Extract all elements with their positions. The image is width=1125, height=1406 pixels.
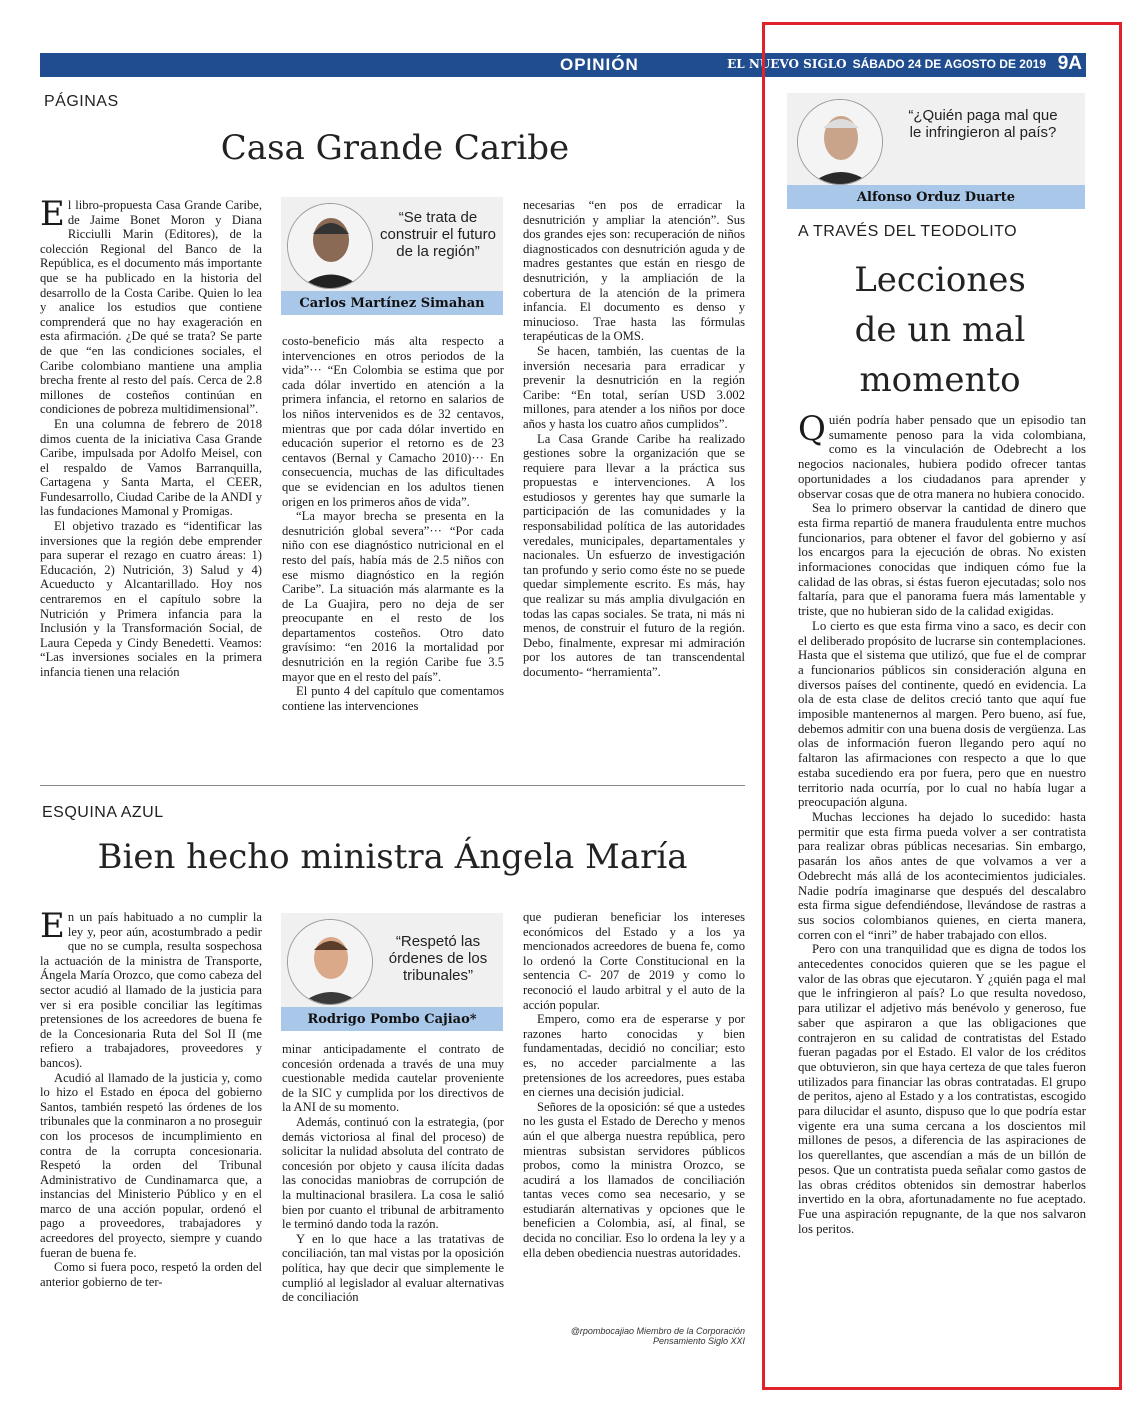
article1-title: Casa Grande Caribe bbox=[220, 128, 570, 168]
article1-dropcap: E bbox=[40, 194, 65, 234]
article3-p5: Pero con una tranquilidad que es digna de todos los antecedentes conocidos quieren que se les pague el valor de las obras que ejecutaron. Y ¿quién paga el mal que le infringieron al país? Lo que resulta novedoso, para utilizar el adjetivo más benévolo y generoso, fue saber que aspiraron a que las obligaciones que contrajeron en su calidad de contratistas del Estado fueran pagadas por el Estado. El valor de los créditos que obtuvieron, sin que haya certeza de que tales fueron utilizados para financiar las obras contratadas. El grupo de peritos, ajeno al Estado y a los contratistas, escogido para dilucidar el asunto, dispuso que lo que podría estar vigente era una suma cercana a los doscientos mil millones de pesos, a diferencia de las aspiraciones de los querellantes, que ascendían a más de un billón de pesos. Que un contratista pueda señalar como gastos de las obras créditos obtenidos sin demostrar haberlos invertido en la obra, afortunadamente no fue aceptado. Fue una aspiración repugnante, de la que nos salvaron los peritos. bbox=[798, 942, 1086, 1236]
article2-column-1 bbox=[40, 906, 262, 1289]
article3-p3: Lo cierto es que esta firma vino a saco, es decir con el deliberado propósito de lucrarse sin contemplaciones. Hasta que el sistema que utilizó, que fue el de comprar a funcionarios públicos sin consideración alguna en diversos países del continente, quedó en evidencia. La ola de esta clase de delitos creció tanto que aquí fue imposible mantenernos al margen. Pero bueno, así fue, debemos admitir con una buena dosis de vergüenza. Las olas de información fueron llegando pero aquí no faltaron las afirmaciones con respecto a que lo que estaba sucediendo era por fuera, pero que en nuestro territorio nada ocurría, por lo cual no había lugar a preocupación alguna. bbox=[798, 618, 1086, 810]
article2-col3-p3: Señores de la oposición: sé que a ustedes no les gusta el Estado de Derecho y menos aún el que alberga nuestra república, pero mientras subsistan servidores públicos probos, como la ministra Orozco, se acudirá a los llamados de conciliación tantas veces como sea necesario, y se estudiarán alternativas y opciones que le beneficien a Colombia, así, al final, se decida no conciliar. Eso lo ordena la ley y a ella deben obediencia nuestras autoridades. bbox=[523, 1099, 745, 1260]
article3-title-line-2: de un mal bbox=[854, 310, 1026, 350]
article2-col2-p3: Y en lo que hace a las tratativas de conciliación, tan mal vistas por la oposición política, hay que decir que simplemente le cumplió al legislador al evaluar alternativas de conciliación bbox=[282, 1231, 504, 1305]
article2-credit bbox=[523, 1326, 745, 1346]
article2-col2-p1: minar anticipadamente el contrato de concesión ordenada a través de una muy cuestionable medida cautelar proveniente de la SIC y cumplida por los directivos de la ANI de su momento. bbox=[282, 1042, 504, 1115]
page-number: 9A bbox=[1057, 53, 1082, 74]
article2-column-2 bbox=[282, 1042, 504, 1305]
article1-quote: “Se trata de construir el futuro de la región” bbox=[380, 209, 496, 260]
article3-dropcap: Q bbox=[798, 409, 826, 449]
article2-col3-p1: que pudieran beneficiar los intereses económicos del Estado y a los ya mencionados acreedores de buena fe, como lo ordenó la Corte Constitucional en la sentencia C- 207 de 2019 y como lo reconoció el laudo arbitral y el auto de la acción popular. bbox=[523, 910, 745, 1012]
credit-line-2: Pensamiento Siglo XXI bbox=[652, 1336, 745, 1346]
article1-col2-p2: “La mayor brecha se presenta en la desnutrición global severa”··· “Por cada niño con ese diagnóstico nutricional en el resto del país, había más de 2.5 niños con ese mismo diagnóstico en la región Caribe”. La situación más alarmante es la de La Guajira, pero no deja de ser preocupante en el resto de los departamentos costeños. Otro dato gravísimo: “en 2016 la mortalidad por desnutrición en la región Caribe fue 3.5 mayor que en el resto del país”. bbox=[282, 509, 504, 684]
section-title: OPINIÓN bbox=[560, 55, 639, 74]
article2-author-box bbox=[281, 913, 503, 1031]
article1-column-2 bbox=[282, 334, 504, 713]
article1-author: Carlos Martínez Simahan bbox=[299, 296, 485, 311]
article2-col1-p2: Acudió al llamado de la justicia y, como lo hizo el Estado en época del gobierno Santos, también respetó las órdenes de los tribunales que la conminaron a no proseguir con los procesos de incumplimiento en contra de la corrupta concesionaria. Respetó la orden del Tribunal Administrativo de Cundinamarca que, a instancias del Ministerio Público y en el marco de una acción popular, ordenó el pago a proveedores, trabajadores y acreedores del proyecto, siempre y cuando fueran de buena fe. bbox=[40, 1070, 262, 1260]
article-divider bbox=[40, 785, 745, 786]
portrait-illustration bbox=[288, 920, 373, 1005]
author-portrait bbox=[797, 99, 883, 185]
article2-author: Rodrigo Pombo Cajiao* bbox=[307, 1012, 477, 1027]
publication-name: EL NUEVO SIGLO bbox=[727, 57, 847, 71]
article1-col3-p1: necesarias “en pos de erradicar la desnutrición y ampliar la atención”. Sus dos grandes ejes son: recuperación de niños diagnosticados con desnutrición aguda y de madres gestantes que están en riesgo de desnutrición, y la ampliación de la cobertura de la atención de la primera infancia. El documento es denso y minucioso. Trae hasta las fórmulas terapéuticas de la OMS. bbox=[523, 198, 745, 344]
article2-col2-p2: Además, continuó con la estrategia, (por demás victoriosa al final del proceso) de solicitar la nulidad absoluta del contrato de concesión por objeto y causa ilícita dadas las conocidas maniobras de corrupción de la multinacional brasilera. La cosa le salió bien por cuanto el tribunal de arbitramento le terminó dando toda la razón. bbox=[282, 1114, 504, 1232]
article2-title: Bien hecho ministra Ángela María bbox=[97, 837, 688, 877]
author-portrait bbox=[287, 919, 373, 1005]
article3-title bbox=[790, 255, 1090, 405]
article2-kicker: ESQUINA AZUL bbox=[42, 804, 164, 821]
portrait-illustration bbox=[288, 204, 373, 289]
article3-p4: Muchas lecciones ha dejado lo sucedido: hasta permitir que esta firma pueda volver a ser contratista para realizar obras públicas necesarias. Sin embargo, pasarán los años antes de que volvamos a ver a Odebrecht más allá de los acontecimientos judiciales. Nadie podría imaginarse que después del descalabro esta firma sigue defendiéndose, llevándose de rastras a sus socios colombianos quienes, en cierta manera, corren con el “inri” de haber trabajado con ellos. bbox=[798, 809, 1086, 942]
publication-date: SÁBADO 24 DE AGOSTO DE 2019 bbox=[852, 57, 1046, 71]
article1-col2-p1: costo-beneficio más alta respecto a intervenciones en otros periodos de la vida”··· “En Colombia se estima que por cada dólar invertido en atención a la primera infancia, el retorno en salarios de los niños intervenidos es de 32 centavos, mientras que por cada dólar invertido en educación superior el retorno es de 23 centavos (Bernal y Camacho 2010)··· En consecuencia, muchas de las dificultades que se evidencian en los adultos tienen origen en los primeros años de vida”. bbox=[282, 334, 504, 509]
article2-col3-p2: Empero, como era de esperarse y por razones harto conocidas y bien fundamentadas, decidió no conciliar; esto es, no acceder parcialmente a las pretensiones de los acreedores, pues estaba en ciernes una decisión judicial. bbox=[523, 1012, 745, 1100]
article3-quote: “¿Quién paga mal que le infringieron al país? bbox=[908, 107, 1058, 141]
article1-col3-p3: La Casa Grande Caribe ha realizado gestiones sobre la organización que se requiere para llevar a la práctica sus propuestas e intervenciones. A los estudiosos y gerentes hay que sumarle la participación de las comunidades y la responsabilidad política de las autoridades veredales, municipales, departamentales y nacionales. Un esfuerzo de investigación tan profundo y serio como éste no se puede quedar simplemente escrito. Es más, hay que realizar su más amplia divulgación en todas las capas sociales. Se trata, ni más ni menos, de construir el futuro de la región. Debo, finalmente, expresar mi admiración por los autores de tan transcendental documento- “herramienta”. bbox=[523, 431, 745, 679]
article1-col1-p3: El objetivo trazado es “identificar las inversiones que la región debe emprender para superar el rezago en cuatro áreas: 1) Educación, 2) Nutrición, 3) Salud y 4) Acueducto y Alcantarillado. Hoy nos centraremos en el capítulo sobre la Nutrición y Primera infancia para la Inclusión y la Transformación Social, de Laura Cepeda y Cindy Benedetti. Veamos: “Las inversiones sociales en la primera infancia tienen una relación bbox=[40, 519, 262, 679]
article1-column-3 bbox=[523, 198, 745, 680]
article3-kicker: A TRAVÉS DEL TEODOLITO bbox=[798, 223, 1018, 240]
article1-kicker: PÁGINAS bbox=[44, 93, 119, 110]
article3-title-line-3: momento bbox=[859, 360, 1021, 400]
author-portrait bbox=[287, 203, 373, 289]
article3-p1: uién podría haber pensado que un episodio tan sumamente penoso para la vida colombiana, como es la vinculación de Odebrecht a los negocios nacionales, hubiera podido ofrecer tantas oportunidades a los ciudadanos para aprender y observar cosas que de otra manera no hubiera conocido. bbox=[798, 413, 1086, 501]
article3-column bbox=[798, 409, 1086, 1236]
article3-author-box bbox=[787, 93, 1085, 209]
article3-title-line-1: Lecciones bbox=[854, 260, 1026, 300]
article2-col1-p3: Como si fuera poco, respetó la orden del anterior gobierno de ter- bbox=[40, 1260, 262, 1289]
article3-p2: Sea lo primero observar la cantidad de dinero que esta firma repartió de manera fraudulenta entre muchos funcionarios, para obtener el favor del gobierno y así los encargos para la ejecución de obras. No existen informaciones conocidas que indiquen cómo fue la calidad de las obras, si éstas fueron ejecutadas; solo nos faltaría, para que el panorama fuera más lamentable y triste, que no hubieran sido de la calidad exigidas. bbox=[798, 501, 1086, 619]
article2-quote: “Respetó las órdenes de los tribunales” bbox=[388, 933, 488, 984]
article1-column-1 bbox=[40, 194, 262, 680]
article2-col1-p1: n un país habituado a no cumplir la ley y, peor aún, acostumbrado a pedir que no se cumpla, resulta sospechosa la actuación de la ministra de Transporte, Ángela María Orozco, que como cabeza del sector acudió al llamado de la justicia para ver si era posible conciliar las legítimas pretensiones de los acreedores de buena fe de la Concesionaria Ruta del Sol II (me refiero a trabajadores, proveedores y bancos). bbox=[40, 910, 262, 1070]
article1-author-box bbox=[281, 197, 503, 315]
article1-col3-p2: Se hacen, también, las cuentas de la inversión necesaria para erradicar y prevenir la desnutrición en la región Caribe: “En total, serían USD 3.002 millones, para atender a los niños por doce años y hasta los cuatro años cumplidos”. bbox=[523, 343, 745, 431]
article1-col1-p2: En una columna de febrero de 2018 dimos cuenta de la iniciativa Casa Grande Caribe, impulsada por Adolfo Meisel, con el respaldo de Vamos Barranquilla, Cartagena y Santa Marta, el CEER, Fundesarrollo, Ciudad Caribe de la ANDI y las fundaciones Mamonal y Promigas. bbox=[40, 416, 262, 519]
article1-col2-p3: El punto 4 del capítulo que comentamos contiene las intervenciones bbox=[282, 684, 504, 713]
article2-column-3 bbox=[523, 910, 745, 1260]
article1-col1-p1: l libro-propuesta Casa Grande Caribe, de Jaime Bonet Moron y Diana Ricciulli Marin (Editores), de la colección Regional del Banco de la República, es el documento más importante que se ha publicado en la historia del desarrollo de la Costa Caribe. Quien lo lea y analice los estudios que contiene comprenderá que no hay exageración en esta afirmación. ¿De qué se trata? Se parte de que “en las condiciones sociales, el Caribe colombiano mantiene una amplia brecha frente al resto del país. Cerca de 2.8 millones de costeños continúan en condiciones de pobreza multidimensional”. bbox=[40, 198, 262, 417]
portrait-illustration bbox=[798, 100, 883, 185]
article2-dropcap: E bbox=[40, 906, 65, 946]
credit-line-1: @rpombocajiao Miembro de la Corporación bbox=[570, 1326, 745, 1336]
article3-author: Alfonso Orduz Duarte bbox=[856, 190, 1016, 205]
